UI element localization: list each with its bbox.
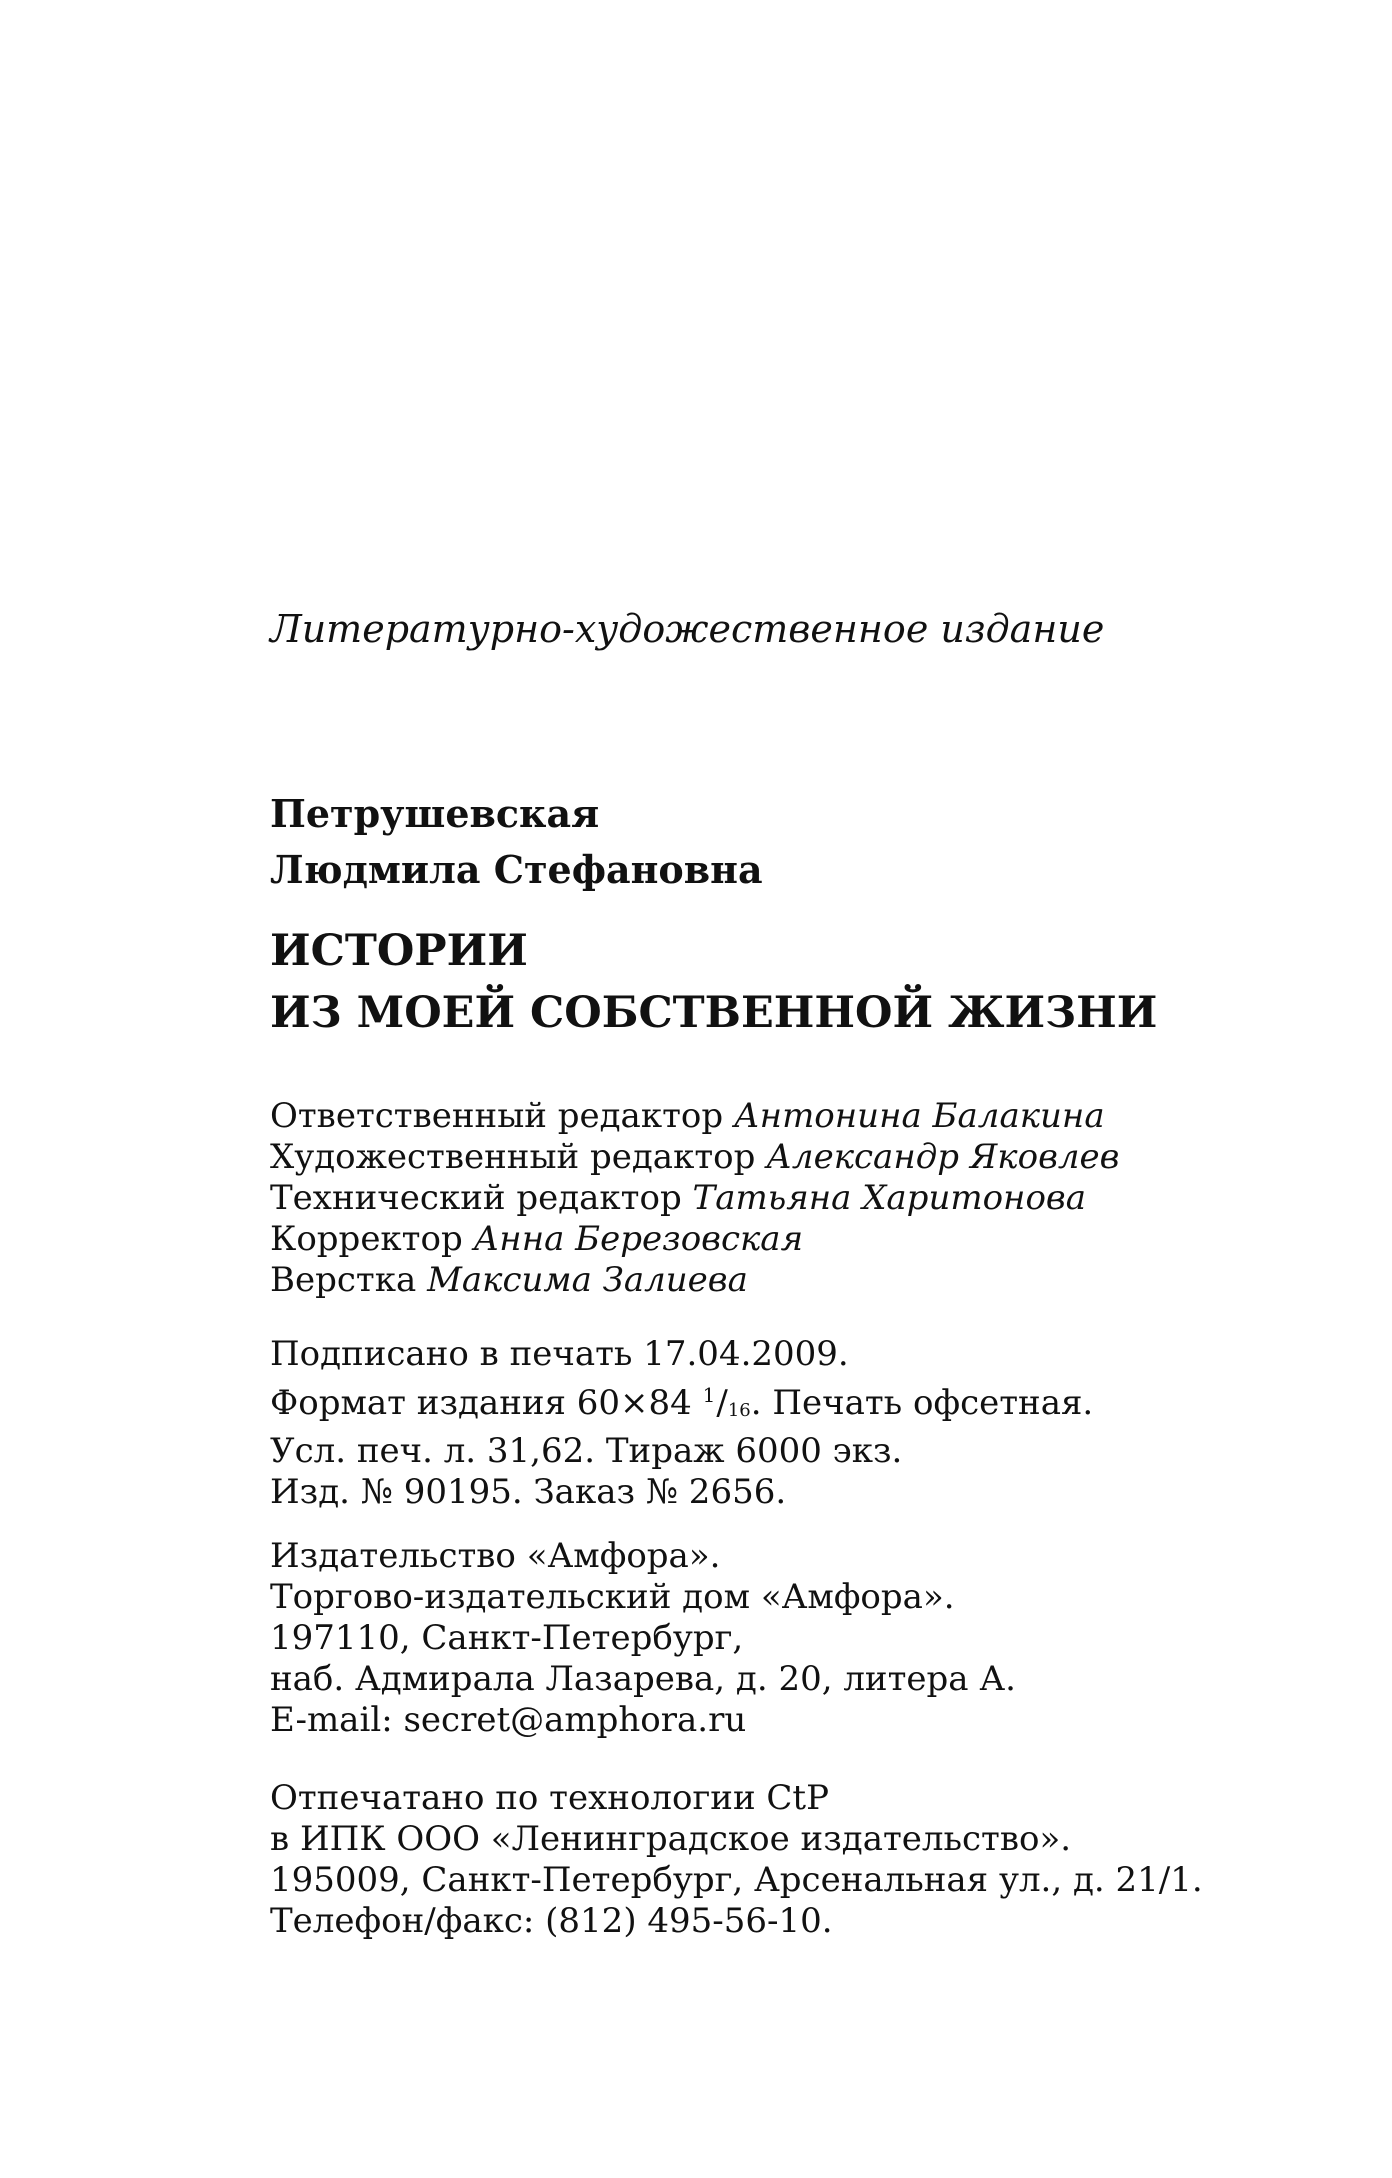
publisher-line: 197110, Санкт-Петербург, [270, 1618, 744, 1658]
credit-person: Анна Березовская [473, 1219, 804, 1259]
credit-role: Художественный редактор [270, 1137, 756, 1177]
format-line [270, 1375, 1093, 1431]
credit-line [270, 1260, 1119, 1301]
format-fraction-denominator: 16 [727, 1400, 751, 1421]
credit-line [270, 1137, 1119, 1178]
book-title-line-1: ИСТОРИИ [270, 926, 528, 976]
signed-date: Подписано в печать 17.04.2009. [270, 1334, 849, 1374]
publisher-line: Издательство «Амфора». [270, 1536, 721, 1576]
print-info-block [270, 1334, 1093, 1513]
fraction-slash: / [716, 1383, 728, 1423]
credit-line [270, 1096, 1119, 1137]
format-fraction-numerator: 1 [702, 1383, 717, 1407]
printer-block [270, 1778, 1203, 1942]
credit-line [270, 1178, 1119, 1219]
publisher-line: Торгово-издательский дом «Амфора». [270, 1577, 955, 1617]
credit-role: Верстка [270, 1260, 417, 1300]
printer-phone: Телефон/факс: (812) 495-56-10. [270, 1901, 833, 1941]
order-numbers: Изд. № 90195. Заказ № 2656. [270, 1472, 787, 1512]
publisher-block [270, 1536, 1016, 1741]
credit-person: Максима Залиева [427, 1260, 748, 1300]
credit-role: Корректор [270, 1219, 463, 1259]
edition-type: Литературно-художественное издание [270, 607, 1105, 651]
book-title [270, 920, 1157, 1044]
printer-line: в ИПК ООО «Ленинградское издательство». [270, 1819, 1072, 1859]
format-suffix: . Печать офсетная. [750, 1383, 1094, 1423]
credit-person: Александр Яковлев [766, 1137, 1120, 1177]
credit-role: Технический редактор [270, 1178, 682, 1218]
author-given-names: Людмила Стефановна [270, 847, 763, 892]
credit-person: Татьяна Харитонова [692, 1178, 1086, 1218]
author-block [270, 786, 763, 898]
book-title-line-2: ИЗ МОЕЙ СОБСТВЕННОЙ ЖИЗНИ [270, 988, 1158, 1038]
author-surname: Петрушевская [270, 791, 600, 836]
sheets-circulation: Усл. печ. л. 31,62. Тираж 6000 экз. [270, 1431, 903, 1471]
printer-line: Отпечатано по технологии CtP [270, 1778, 829, 1818]
format-prefix: Формат издания 60×84 [270, 1383, 692, 1423]
credit-person: Антонина Балакина [733, 1096, 1105, 1136]
credit-role: Ответственный редактор [270, 1096, 724, 1136]
credit-line [270, 1219, 1119, 1260]
credits-list [270, 1096, 1119, 1301]
printer-line: 195009, Санкт-Петербург, Арсенальная ул., д. 21/1. [270, 1860, 1203, 1900]
publisher-email: E-mail: secret@amphora.ru [270, 1700, 747, 1740]
publisher-line: наб. Адмирала Лазарева, д. 20, литера А. [270, 1659, 1016, 1699]
